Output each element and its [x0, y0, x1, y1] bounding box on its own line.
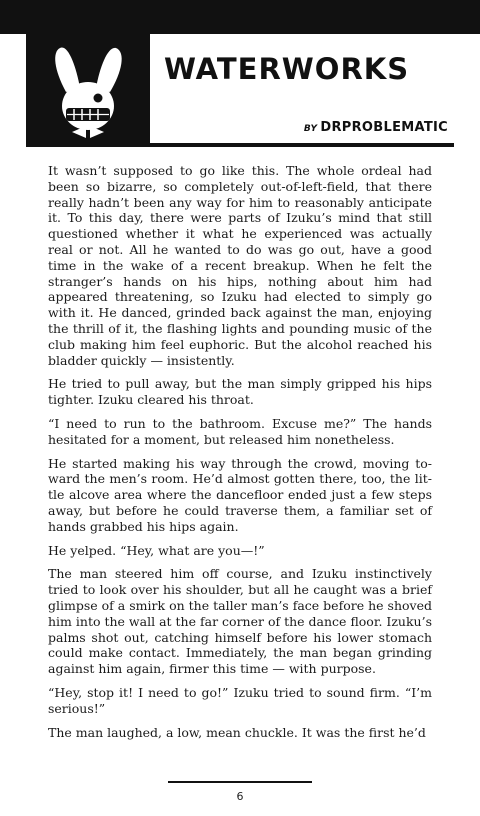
story-body	[48, 163, 432, 748]
page-number: 6	[236, 790, 244, 803]
story-title: WATERWORKS	[164, 52, 410, 86]
paragraph: The man laughed, a low, mean chuckle. It was the first he’d	[48, 724, 426, 740]
paragraph: He tried to pull away, but the man simply gripped his hips tighter. Izuku cleared his throat.	[48, 376, 432, 408]
footer-divider	[168, 781, 312, 783]
paragraph: He started making his way through the crowd, moving toward the men’s room. He’d almost gotten there, too, the little alcove area where the dancefloor ended just a few steps away, but before he could traverse them, a familiar set of hands grabbed his hips again.	[48, 455, 432, 534]
top-black-bar	[0, 0, 480, 34]
paragraph: It wasn’t supposed to go like this. The whole ordeal had been so bizarre, so completely out-of-left-field, that there really hadn’t been any way for him to reasonably anticipate it. To this day, there were parts of Izuku’s mind that still questioned whether it what he experienced was actually real or not. All he wanted to do was go out, have a good time in the wake of a recent breakup. When he felt the stranger’s hands on his hips, nothing about him had appeared threatening, so Izuku had elected to simply go with it. He danced, grinded back against the man, enjoying the thrill of it, the flashing lights and pounding music of the club making him feel euphoric. But the alcohol reached his bladder quickly — insistently.	[48, 163, 432, 368]
byline	[304, 120, 448, 135]
byline-prefix: BY	[303, 124, 318, 134]
paragraph: He yelped. “Hey, what are you—!”	[48, 542, 265, 558]
author-name: DRPROBLEMATIC	[320, 120, 448, 135]
bunny-mask-logo-icon	[36, 40, 140, 140]
header-divider	[26, 143, 454, 147]
logo-box	[26, 34, 150, 147]
paragraph: “Hey, stop it! I need to go!” Izuku tried to sound firm. “I’m serious!”	[48, 684, 432, 716]
paragraph: “I need to run to the bathroom. Excuse me?” The hands hesitated for a moment, but released him nonetheless.	[48, 415, 432, 447]
paragraph: The man steered him off course, and Izuku instinctively tried to look over his shoulder, but all he caught was a brief glimpse of a smirk on the taller man’s face before he shoved him into the wall at the far corner of the dance floor. Izuku’s palms shot out, catching himself before his lower stomach could make contact. Immediately, the man began grinding against him again, firmer this time — with purpose.	[48, 566, 432, 677]
